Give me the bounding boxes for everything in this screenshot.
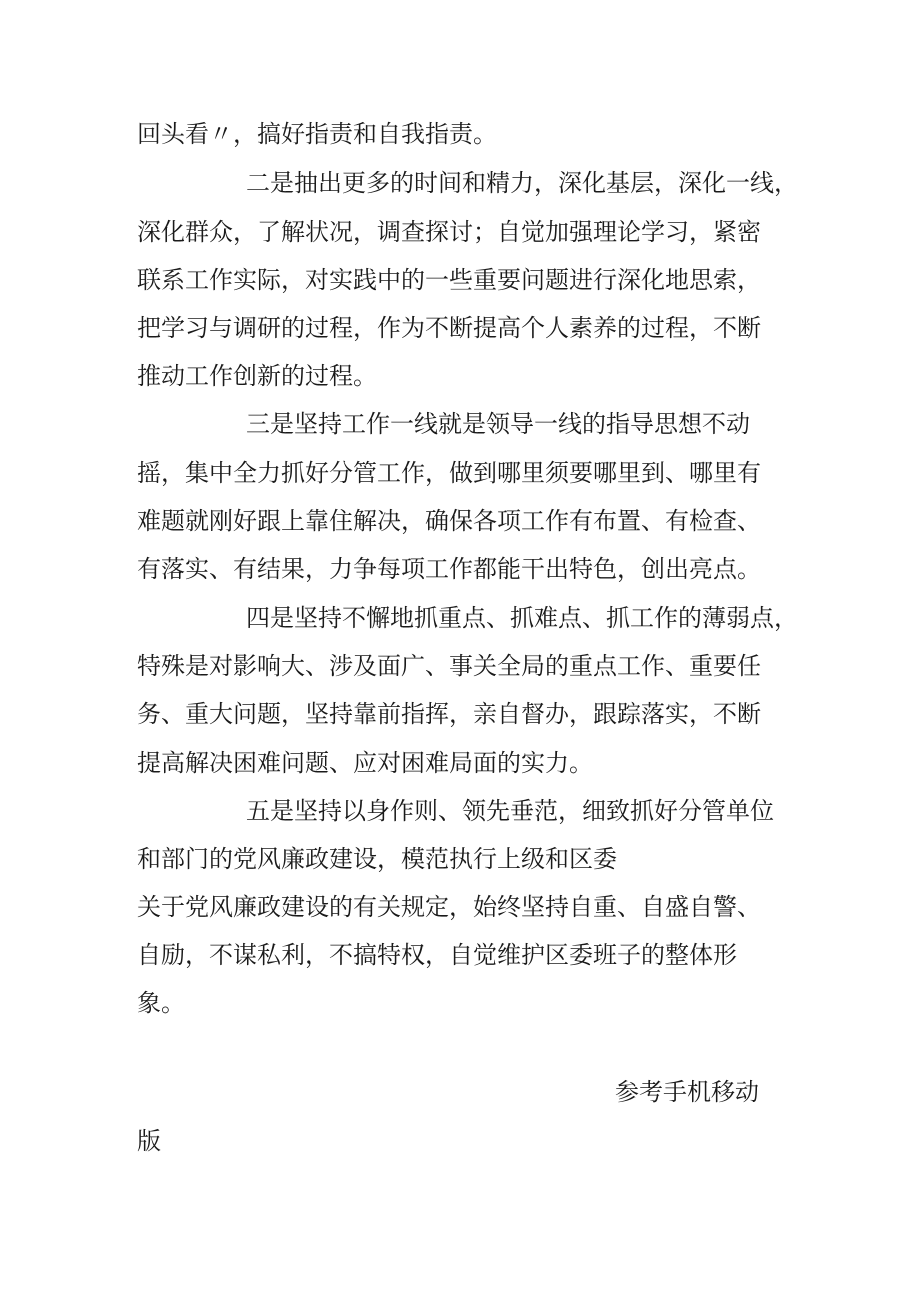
text-line: 自励，不谋私利，不搞特权，自觉维护区委班子的整体形 bbox=[137, 941, 737, 969]
text-line: 和部门的党风廉政建设，模范执行上级和区委 bbox=[137, 845, 617, 873]
text-line: 关于党风廉政建设的有关规定，始终坚持自重、自盛自警、 bbox=[137, 893, 761, 921]
text-line: 提高解决困难问题、应对困难局面的实力。 bbox=[137, 749, 593, 777]
text-line: 务、重大问题，坚持靠前指挥，亲自督办，跟踪落实，不断 bbox=[137, 700, 761, 728]
text-line: 特殊是对影响大、涉及面广、事关全局的重点工作、重要任 bbox=[137, 652, 761, 680]
text-line: 联系工作实际，对实践中的一些重要问题进行深化地思索， bbox=[137, 266, 761, 294]
text-line: 难题就刚好跟上靠住解决，确保各项工作有布置、有检查、 bbox=[137, 507, 761, 535]
paragraph-5-first-line: 五是坚持以身作则、领先垂范，细致抓好分管单位 bbox=[246, 797, 774, 825]
footer-note: 参考手机移动 bbox=[615, 1078, 759, 1106]
footer-note-continuation: 版 bbox=[137, 1127, 161, 1155]
text-line: 有落实、有结果，力争每项工作都能干出特色，创出亮点。 bbox=[137, 555, 761, 583]
text-line: 摇，集中全力抓好分管工作，做到哪里须要哪里到、哪里有 bbox=[137, 459, 761, 487]
text-line: 推动工作创新的过程。 bbox=[137, 362, 377, 390]
text-line: 把学习与调研的过程，作为不断提高个人素养的过程，不断 bbox=[137, 314, 761, 342]
paragraph-2-first-line: 二是抽出更多的时间和精力，深化基层，深化一线， bbox=[246, 169, 798, 197]
text-line: 回头看〃，搞好指责和自我指责。 bbox=[137, 120, 497, 148]
paragraph-3-first-line: 三是坚持工作一线就是领导一线的指导思想不动 bbox=[246, 410, 750, 438]
text-line: 象。 bbox=[137, 989, 185, 1017]
paragraph-4-first-line: 四是坚持不懈地抓重点、抓难点、抓工作的薄弱点， bbox=[246, 604, 798, 632]
text-line: 深化群众，了解状况，调查探讨；自觉加强理论学习，紧密 bbox=[137, 218, 761, 246]
